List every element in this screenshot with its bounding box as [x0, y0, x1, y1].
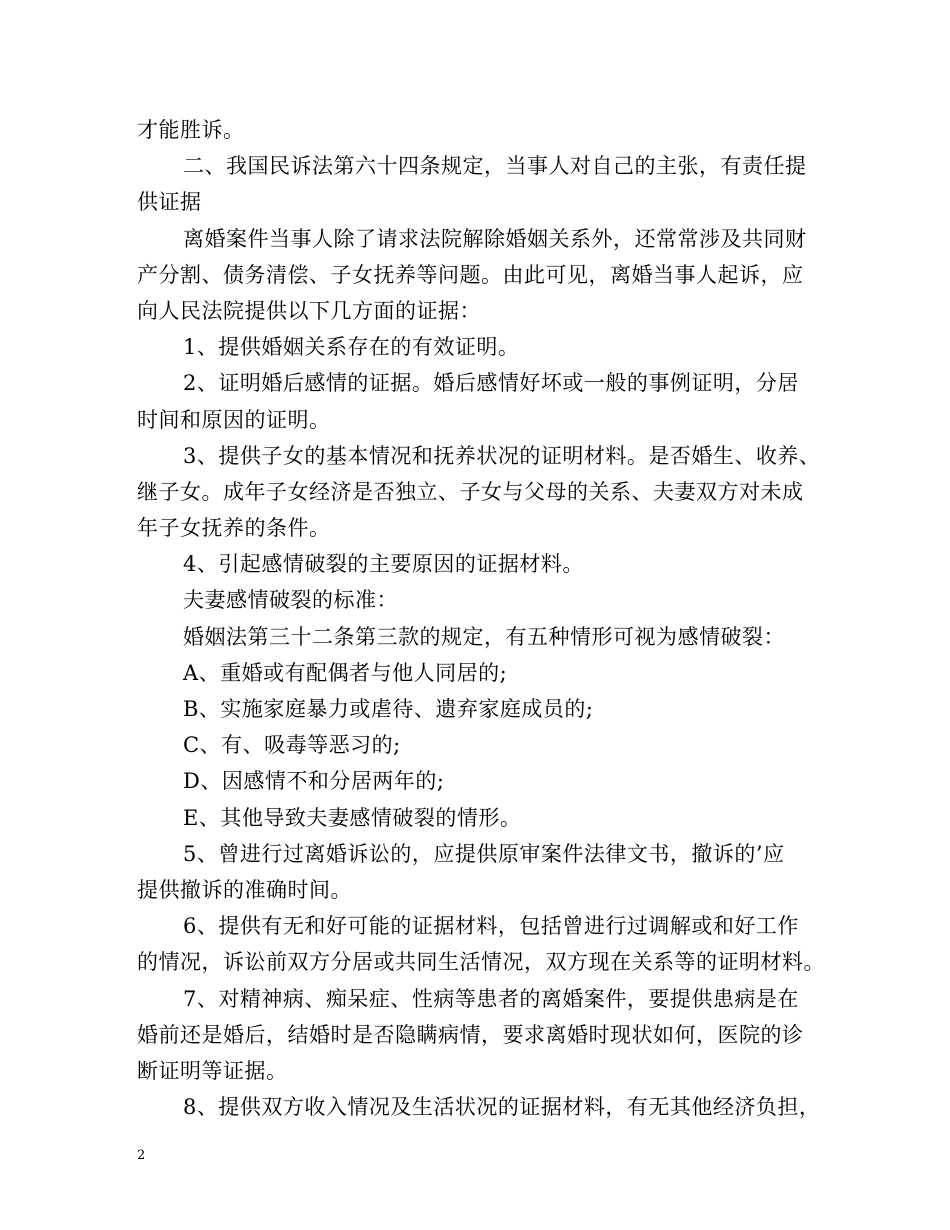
text-line: 产分割、债务清偿、子女抚养等问题。由此可见，离婚当事人起诉，应 — [137, 262, 804, 287]
text-line: 二、我国民诉法第六十四条规定，当事人对自己的主张，有责任提 — [183, 154, 807, 179]
text-line: 8、提供双方收入情况及生活状况的证据材料，有无其他经济负担， — [183, 1095, 821, 1120]
text-line: A、重婚或有配偶者与他人同居的; — [183, 660, 508, 685]
text-line: 婚前还是婚后，结婚时是否隐瞒病情，要求离婚时现状如何，医院的诊 — [137, 1022, 804, 1047]
text-line: 夫妻感情破裂的标准： — [183, 588, 398, 613]
text-line: 婚姻法第三十二条第三款的规定，有五种情形可视为感情破裂： — [183, 624, 785, 649]
text-line: 6、提供有无和好可能的证据材料，包括曾进行过调解或和好工作 — [183, 914, 799, 939]
text-line: 向人民法院提供以下几方面的证据： — [137, 298, 481, 323]
page-number: 2 — [137, 1148, 146, 1163]
text-line: 继子女。成年子女经济是否独立、子女与父母的关系、夫妻双方对未成 — [137, 479, 804, 504]
text-line: 3、提供子女的基本情况和抚养状况的证明材料。是否婚生、收养、 — [183, 443, 821, 468]
text-line: E、其他导致夫妻感情破裂的情形。 — [183, 805, 522, 830]
text-line: 供证据 — [137, 190, 202, 215]
text-line: 提供撤诉的准确时间。 — [137, 877, 352, 902]
text-line: 才能胜诉。 — [137, 118, 245, 142]
text-line: 离婚案件当事人除了请求法院解除婚姻关系外，还常常涉及共同财 — [183, 226, 807, 251]
text-line: 年子女抚养的条件。 — [137, 516, 331, 541]
text-line: 的情况，诉讼前双方分居或共同生活情况，双方现在关系等的证明材料。 — [137, 950, 825, 975]
text-line: 1、提供婚姻关系存在的有效证明。 — [183, 335, 520, 360]
text-line: C、有、吸毒等恶习的; — [183, 733, 401, 758]
text-line: D、因感情不和分居两年的; — [183, 769, 445, 794]
document-body — [137, 112, 827, 1125]
text-line: B、实施家庭暴力或虐待、遗弃家庭成员的; — [183, 697, 594, 721]
text-line: 4、引起感情破裂的主要原因的证据材料。 — [183, 552, 584, 577]
text-line: 断证明等证据。 — [137, 1058, 288, 1083]
text-line: 时间和原因的证明。 — [137, 407, 331, 432]
text-line: 7、对精神病、痴呆症、性病等患者的离婚案件，要提供患病是在 — [183, 986, 799, 1011]
text-line: 5、曾进行过离婚诉讼的，应提供原审案件法律文书，撤诉的’应 — [183, 841, 785, 866]
text-line: 2、证明婚后感情的证据。婚后感情好坏或一般的事例证明，分居 — [183, 371, 799, 396]
